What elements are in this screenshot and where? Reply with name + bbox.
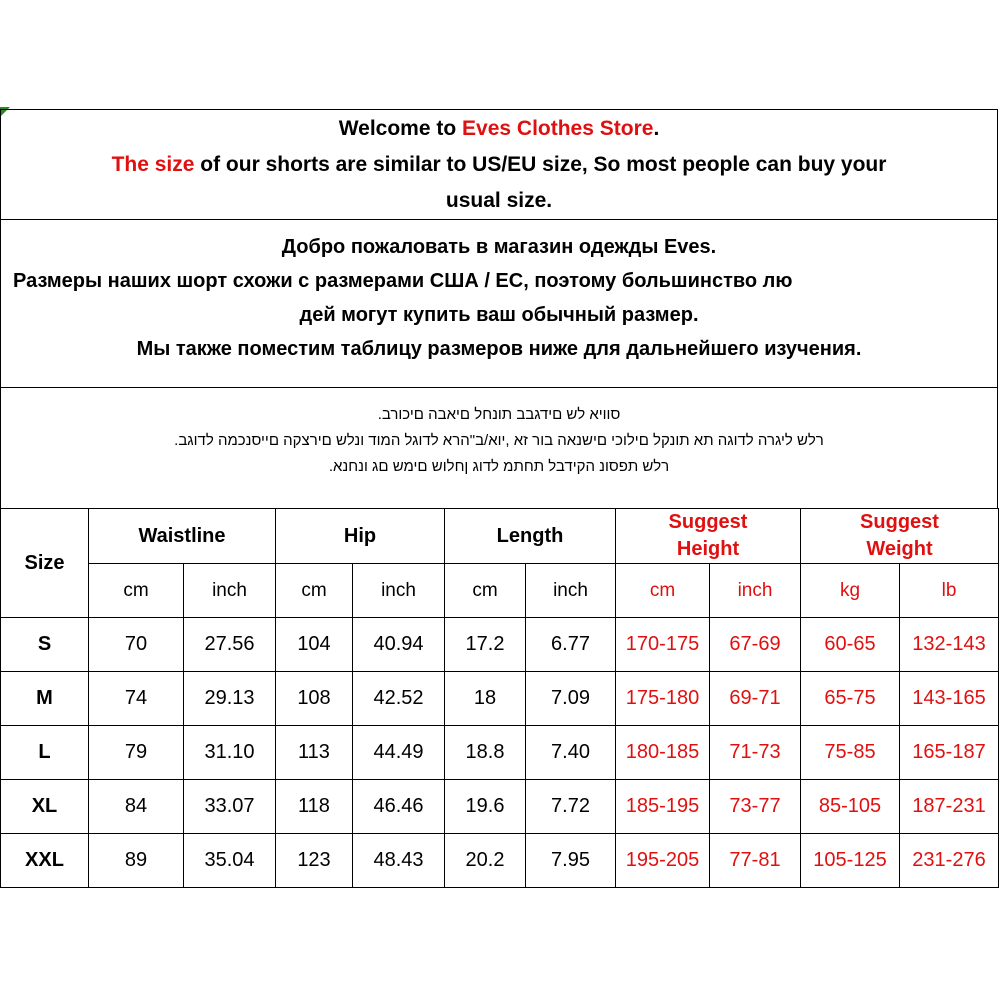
value-cell: 180-185 (616, 726, 710, 780)
hebrew-line-3: רלש תפסונ הקידבל תחתמ לדוג ןחלוש םימש םג ונחנא. (328, 458, 670, 475)
unit-cell: inch (184, 564, 276, 618)
value-cell: 85-105 (801, 780, 900, 834)
value-cell: 67-69 (710, 618, 801, 672)
suggest-weight-header (801, 509, 999, 564)
unit-cell: kg (801, 564, 900, 618)
suggest-weight-label: Suggest Weight (860, 511, 939, 560)
value-cell: 118 (276, 780, 353, 834)
value-cell: 42.52 (353, 672, 445, 726)
value-cell: 84 (89, 780, 184, 834)
table-header-row (1, 509, 999, 564)
suggest-height-label: Suggest Height (668, 511, 748, 560)
value-cell: 7.40 (526, 726, 616, 780)
value-cell: 108 (276, 672, 353, 726)
value-cell: 132-143 (900, 618, 999, 672)
size-cell: M (1, 672, 89, 726)
value-cell: 18.8 (445, 726, 526, 780)
unit-cell: cm (276, 564, 353, 618)
table-row (1, 726, 999, 780)
table-units-row (1, 564, 999, 618)
value-cell: 46.46 (353, 780, 445, 834)
value-cell: 27.56 (184, 618, 276, 672)
hebrew-line-1: סוויא לש םידגבב תונחל םיאבה םיכורב. (377, 406, 621, 423)
value-cell: 35.04 (184, 834, 276, 888)
value-cell: 231-276 (900, 834, 999, 888)
value-cell: 40.94 (353, 618, 445, 672)
table-row (1, 618, 999, 672)
english-line-3: usual size. (445, 189, 553, 212)
value-cell: 31.10 (184, 726, 276, 780)
table-row (1, 780, 999, 834)
hebrew-line-2: רלש ליגרה לדוגה תא תונקל םילוכי םישנאה בור זא ,יוא/ב"הרא לדוגל המוד ונלש םירצקה םייסנכמה לדוגב. (174, 432, 824, 449)
table-row (1, 834, 999, 888)
welcome-period: . (653, 117, 660, 140)
table-row (1, 672, 999, 726)
size-cell: S (1, 618, 89, 672)
value-cell: 185-195 (616, 780, 710, 834)
value-cell: 17.2 (445, 618, 526, 672)
size-header: Size (1, 509, 89, 618)
russian-line-1: Добро пожаловать в магазин одежды Eves. (281, 236, 717, 258)
value-cell: 105-125 (801, 834, 900, 888)
russian-notice (0, 219, 998, 387)
size-cell: XL (1, 780, 89, 834)
unit-cell: cm (445, 564, 526, 618)
value-cell: 65-75 (801, 672, 900, 726)
value-cell: 60-65 (801, 618, 900, 672)
value-cell: 104 (276, 618, 353, 672)
value-cell: 7.95 (526, 834, 616, 888)
value-cell: 187-231 (900, 780, 999, 834)
unit-cell: lb (900, 564, 999, 618)
size-cell: L (1, 726, 89, 780)
unit-cell: cm (616, 564, 710, 618)
welcome-text: Welcome to (338, 117, 463, 140)
value-cell: 6.77 (526, 618, 616, 672)
value-cell: 29.13 (184, 672, 276, 726)
russian-line-4: Мы также поместим таблицу размеров ниже для дальнейшего изучения. (136, 338, 862, 360)
size-note: of our shorts are similar to US/EU size, So most people can buy your (194, 153, 887, 176)
value-cell: 7.72 (526, 780, 616, 834)
value-cell: 48.43 (353, 834, 445, 888)
value-cell: 79 (89, 726, 184, 780)
value-cell: 195-205 (616, 834, 710, 888)
suggest-height-header (616, 509, 801, 564)
russian-line-2: Размеры наших шорт схожи с размерами США / ЕС, поэтому большинство лю (13, 270, 793, 292)
size-table (0, 508, 999, 888)
value-cell: 44.49 (353, 726, 445, 780)
size-cell: XXL (1, 834, 89, 888)
value-cell: 74 (89, 672, 184, 726)
english-notice (0, 109, 998, 219)
value-cell: 33.07 (184, 780, 276, 834)
value-cell: 113 (276, 726, 353, 780)
length-header: Length (445, 509, 616, 564)
value-cell: 7.09 (526, 672, 616, 726)
waistline-header: Waistline (89, 509, 276, 564)
value-cell: 143-165 (900, 672, 999, 726)
unit-cell: inch (526, 564, 616, 618)
value-cell: 75-85 (801, 726, 900, 780)
value-cell: 170-175 (616, 618, 710, 672)
russian-line-3: дей могут купить ваш обычный размер. (299, 304, 699, 326)
value-cell: 20.2 (445, 834, 526, 888)
hebrew-notice (0, 387, 998, 508)
size-highlight: The size (111, 153, 195, 176)
value-cell: 123 (276, 834, 353, 888)
store-name: Eves Clothes Store (462, 117, 654, 140)
value-cell: 73-77 (710, 780, 801, 834)
value-cell: 71-73 (710, 726, 801, 780)
value-cell: 19.6 (445, 780, 526, 834)
english-line-1 (1, 110, 997, 147)
unit-cell: inch (710, 564, 801, 618)
value-cell: 77-81 (710, 834, 801, 888)
size-chart-document (0, 109, 999, 892)
english-line-2 (1, 147, 997, 183)
value-cell: 89 (89, 834, 184, 888)
value-cell: 69-71 (710, 672, 801, 726)
value-cell: 18 (445, 672, 526, 726)
value-cell: 175-180 (616, 672, 710, 726)
size-rows (1, 618, 999, 888)
hip-header: Hip (276, 509, 445, 564)
value-cell: 70 (89, 618, 184, 672)
unit-cell: cm (89, 564, 184, 618)
unit-cell: inch (353, 564, 445, 618)
value-cell: 165-187 (900, 726, 999, 780)
